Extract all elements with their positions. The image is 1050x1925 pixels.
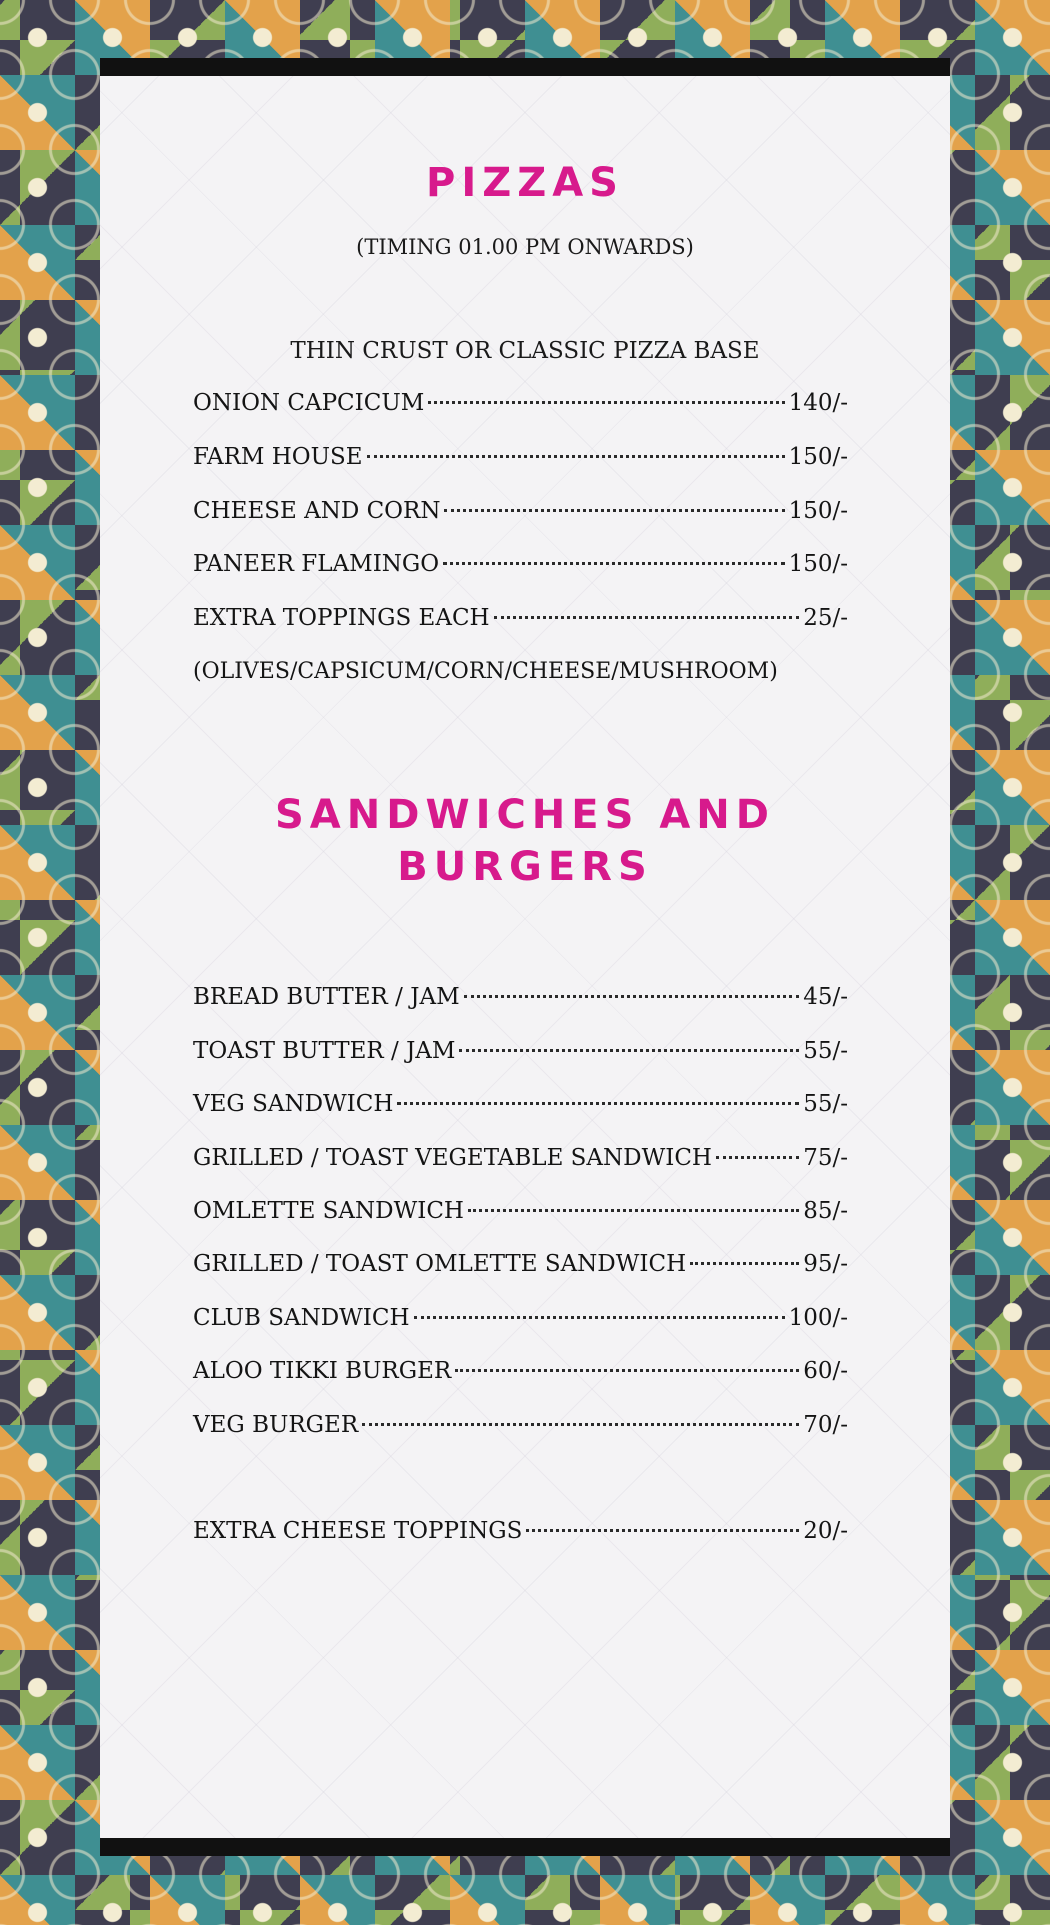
- item-price: 150/-: [788, 551, 848, 577]
- dot-leader: [414, 1316, 785, 1319]
- menu-panel: [100, 58, 950, 1856]
- menu-item-grilled-vegetable-sandwich: [193, 1140, 848, 1176]
- menu-item-omlette-sandwich: [193, 1193, 848, 1229]
- item-name: PANEER FLAMINGO: [193, 551, 440, 577]
- item-price: 75/-: [803, 1145, 848, 1171]
- item-name: FARM HOUSE: [193, 444, 363, 470]
- item-price: 55/-: [803, 1091, 848, 1117]
- dot-leader: [367, 455, 785, 458]
- dot-leader: [716, 1156, 799, 1159]
- item-price: 70/-: [803, 1412, 848, 1438]
- item-name: VEG BURGER: [193, 1412, 359, 1438]
- item-price: 25/-: [803, 605, 848, 631]
- menu-item-farm-house: [193, 439, 848, 475]
- dot-leader: [443, 562, 784, 565]
- item-name: EXTRA TOPPINGS EACH: [193, 605, 490, 631]
- dot-leader: [526, 1529, 799, 1532]
- item-name: VEG SANDWICH: [193, 1091, 394, 1117]
- item-price: 45/-: [803, 984, 848, 1010]
- item-name: CHEESE AND CORN: [193, 498, 441, 524]
- item-name: GRILLED / TOAST VEGETABLE SANDWICH: [193, 1145, 712, 1171]
- item-name: ALOO TIKKI BURGER: [193, 1358, 452, 1384]
- pizza-base-note: THIN CRUST OR CLASSIC PIZZA BASE: [290, 338, 760, 364]
- menu-item-bread-butter-jam: [193, 979, 848, 1015]
- item-name: EXTRA CHEESE TOPPINGS: [193, 1518, 523, 1544]
- item-name: TOAST BUTTER / JAM: [193, 1038, 456, 1064]
- menu-item-paneer-flamingo: [193, 546, 848, 582]
- dot-leader: [494, 616, 800, 619]
- item-price: 140/-: [788, 390, 848, 416]
- item-name: CLUB SANDWICH: [193, 1305, 410, 1331]
- dot-leader: [428, 401, 784, 404]
- sandwiches-heading-line1: SANDWICHES AND: [275, 792, 775, 838]
- dot-leader: [464, 995, 800, 998]
- dot-leader: [362, 1423, 799, 1426]
- item-price: 85/-: [803, 1198, 848, 1224]
- item-price: 95/-: [803, 1251, 848, 1277]
- menu-item-toast-butter-jam: [193, 1033, 848, 1069]
- menu-item-cheese-and-corn: [193, 493, 848, 529]
- menu-item-onion-capcicum: [193, 385, 848, 421]
- dot-leader: [468, 1209, 799, 1212]
- menu-item-veg-sandwich: [193, 1086, 848, 1122]
- dot-leader: [690, 1262, 799, 1265]
- item-price: 150/-: [788, 444, 848, 470]
- item-name: ONION CAPCICUM: [193, 390, 425, 416]
- item-price: 20/-: [803, 1518, 848, 1544]
- pizza-timing: (TIMING 01.00 PM ONWARDS): [356, 235, 694, 259]
- sandwiches-heading-line2: BURGERS: [397, 844, 653, 890]
- item-price: 150/-: [788, 498, 848, 524]
- item-name: BREAD BUTTER / JAM: [193, 984, 460, 1010]
- item-price: 60/-: [803, 1358, 848, 1384]
- dot-leader: [397, 1102, 799, 1105]
- item-name: OMLETTE SANDWICH: [193, 1198, 464, 1224]
- menu-item-veg-burger: [193, 1407, 848, 1443]
- menu-item-club-sandwich: [193, 1300, 848, 1336]
- toppings-note: (OLIVES/CAPSICUM/CORN/CHEESE/MUSHROOM): [193, 659, 778, 684]
- item-name: GRILLED / TOAST OMLETTE SANDWICH: [193, 1251, 687, 1277]
- menu-item-extra-cheese-toppings: [193, 1513, 848, 1549]
- dot-leader: [455, 1369, 799, 1372]
- menu-item-extra-toppings: [193, 600, 848, 636]
- pizzas-heading: PIZZAS: [426, 160, 624, 206]
- menu-item-grilled-omlette-sandwich: [193, 1246, 848, 1282]
- item-price: 100/-: [788, 1305, 848, 1331]
- dot-leader: [444, 509, 784, 512]
- menu-item-aloo-tikki-burger: [193, 1353, 848, 1389]
- item-price: 55/-: [803, 1038, 848, 1064]
- dot-leader: [459, 1049, 799, 1052]
